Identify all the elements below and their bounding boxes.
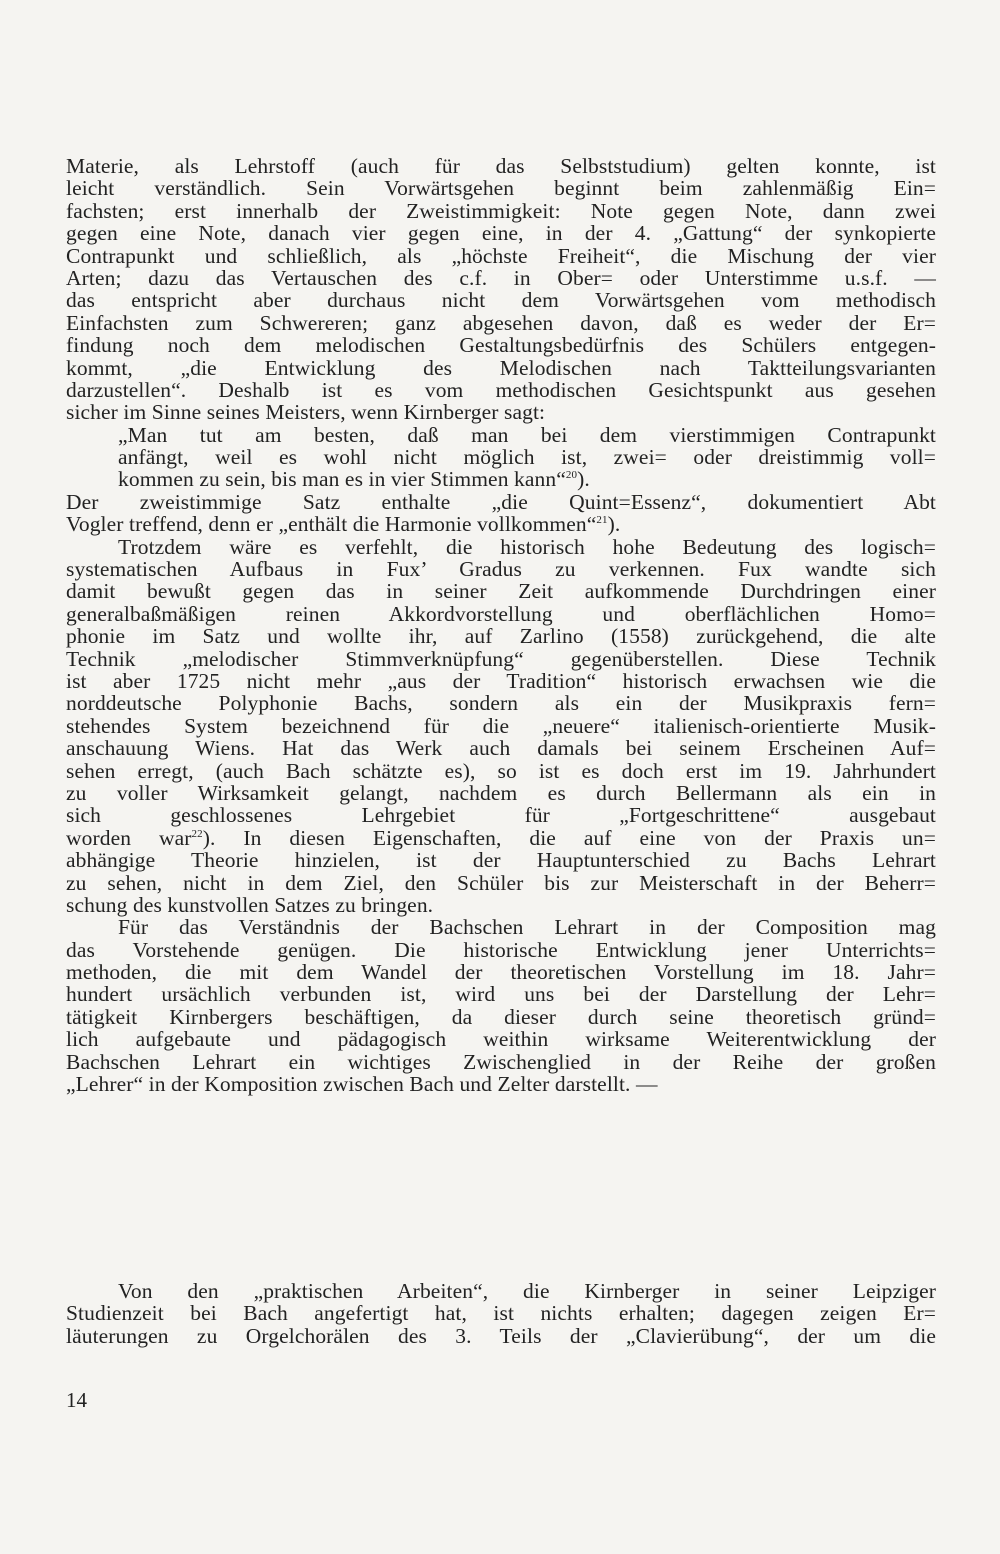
text-line: tätigkeit Kirnbergers beschäftigen, da dieser durch seine theoretisch gründ= (66, 1004, 936, 1029)
text-line: norddeutsche Polyphonie Bachs, sondern als ein der Musikpraxis fern= (66, 691, 936, 716)
text-line: das Vorstehende genügen. Die historische Entwicklung jener Unterrichts= (66, 937, 936, 962)
footnote-marker: 22 (191, 827, 203, 840)
text-line: zu sehen, nicht in dem Ziel, den Schüler bis zur Meisterschaft in der Beherr= (66, 870, 936, 895)
text-line: systematischen Aufbaus in Fux’ Gradus zu verkennen. Fux wandte sich (66, 557, 936, 582)
text-line: Vogler treffend, denn er „enthält die Harmonie vollkommen“$^{21}$). (66, 512, 621, 537)
footnote-marker: 20 (565, 469, 578, 482)
text-line: zu voller Wirksamkeit gelangt, nachdem es durch Bellermann als ein in (66, 780, 936, 805)
text-line: abhängige Theorie hinzielen, ist der Hauptunterschied zu Bachs Lehrart (66, 848, 936, 873)
text-line: generalbaßmäßigen reinen Akkordvorstellung und oberflächlichen Homo= (66, 601, 936, 626)
text-line: schung des kunstvollen Satzes zu bringen. (66, 892, 434, 917)
text-line: Contrapunkt und schließlich, als „höchste Freiheit“, die Mischung der vier (66, 243, 936, 268)
text-line: fachsten; erst innerhalb der Zweistimmigkeit: Note gegen Note, dann zwei (66, 198, 936, 223)
text-line: Von den „praktischen Arbeiten“, die Kirnberger in seiner Leipziger (118, 1279, 936, 1303)
text-line: hundert ursächlich verbunden ist, wird uns bei der Darstellung der Lehr= (66, 982, 936, 1007)
text-line: Bachschen Lehrart ein wichtiges Zwischenglied in der Reihe der großen (66, 1049, 936, 1074)
text-line: Materie, als Lehrstoff (auch für das Selbststudium) gelten konnte, ist (66, 154, 936, 178)
text-line: gegen eine Note, danach vier gegen eine, in der 4. „Gattung“ der synkopierte (66, 221, 936, 246)
quote-line: anfängt, weil es wohl nicht möglich ist, zwei= oder dreistimmig voll= (118, 445, 936, 470)
quote-line: „Man tut am besten, daß man bei dem vierstimmigen Contrapunkt (118, 422, 936, 447)
text-line: Der zweistimmige Satz enthalte „die Quint=Essenz“, dokumentiert Abt (66, 489, 936, 514)
quote-line: kommen zu sein, bis man es in vier Stimmen kann“$^{20}$). (118, 467, 590, 492)
text-line: kommt, „die Entwicklung des Melodischen nach Taktteilungsvarianten (66, 355, 936, 380)
text-line: stehendes System bezeichnend für die „neuere“ italienisch-orientierte Musik- (66, 713, 936, 738)
section-text-block (66, 1280, 936, 1347)
text-line: ist aber 1725 nicht mehr „aus der Tradition“ historisch erwachsen wie die (66, 668, 936, 693)
text-line: Trotzdem wäre es verfehlt, die historisch hohe Bedeutung des logisch= (118, 534, 936, 559)
text-line: darzustellen“. Deshalb ist es vom methodischen Gesichtspunkt aus gesehen (66, 377, 936, 402)
text-line: Für das Verständnis der Bachschen Lehrart in der Composition mag (118, 915, 936, 940)
text-line: Technik „melodischer Stimmverknüpfung“ gegenüberstellen. Diese Technik (66, 646, 936, 671)
text-line: Einfachsten zum Schwereren; ganz abgesehen davon, daß es weder der Er= (66, 310, 936, 335)
footnote-marker: 21 (596, 514, 608, 527)
text-line: methoden, die mit dem Wandel der theoretischen Vorstellung im 18. Jahr= (66, 960, 936, 985)
text-line: „Lehrer“ in der Komposition zwischen Bach und Zelter darstellt. — (66, 1072, 658, 1097)
text-line: anschauung Wiens. Hat das Werk auch damals bei seinem Erscheinen Auf= (66, 736, 936, 761)
text-line: das entspricht aber durchaus nicht dem Vorwärtsgehen vom methodisch (66, 288, 936, 313)
text-line: lich aufgebaute und pädagogisch weithin wirksame Weiterentwicklung der (66, 1027, 936, 1052)
text-line: sehen erregt, (auch Bach schätzte es), so ist es doch erst im 19. Jahrhundert (66, 758, 936, 783)
text-line: Studienzeit bei Bach angefertigt hat, ist nichts erhalten; dagegen zeigen Er= (66, 1301, 936, 1326)
main-text-block (66, 155, 936, 1095)
text-line: phonie im Satz und wollte ihr, auf Zarlino (1558) zurückgehend, die alte (66, 624, 936, 649)
text-line: worden war$^{22}$). In diesen Eigenschaften, die auf eine von der Praxis un= (66, 825, 936, 850)
text-line: Arten; dazu das Vertauschen des c.f. in Ober= oder Unterstimme u.s.f. — (66, 265, 936, 290)
text-line: läuterungen zu Orgelchorälen des 3. Teils der „Clavierübung“, der um die (66, 1323, 936, 1348)
text-line: sicher im Sinne seines Meisters, wenn Kirnberger sagt: (66, 400, 546, 425)
text-line: sich geschlossenes Lehrgebiet für „Fortgeschrittene“ ausgebaut (66, 803, 936, 828)
text-line: damit bewußt gegen das in seiner Zeit aufkommende Durchdringen einer (66, 579, 936, 604)
text-line: findung noch dem melodischen Gestaltungsbedürfnis des Schülers entgegen- (66, 333, 936, 358)
page-number: 14 (66, 1388, 87, 1412)
text-line: leicht verständlich. Sein Vorwärtsgehen beginnt beim zahlenmäßig Ein= (66, 176, 936, 201)
